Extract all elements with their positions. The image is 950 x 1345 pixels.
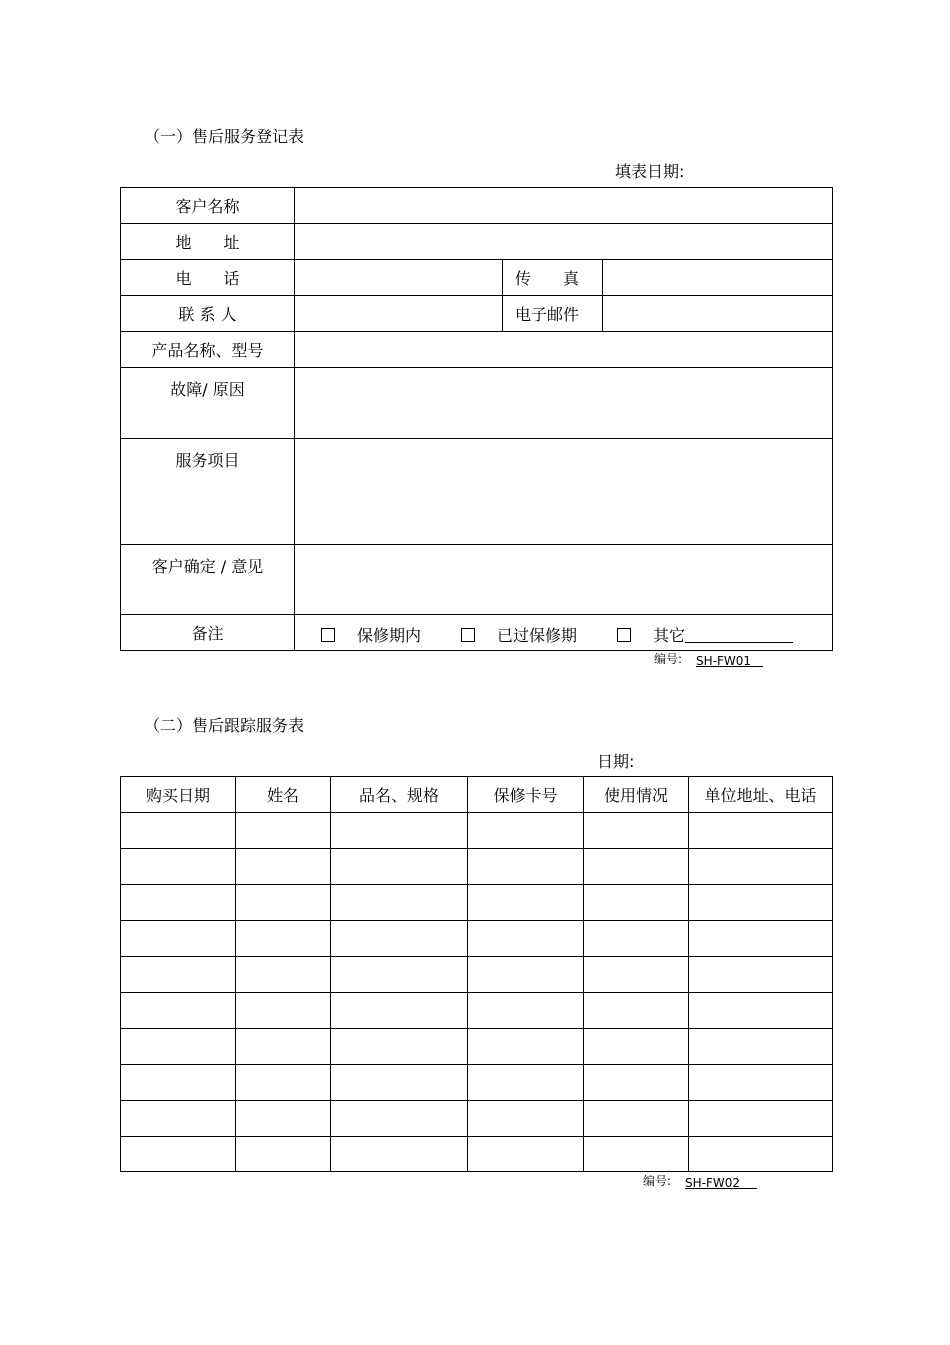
table-cell[interactable] [121, 921, 236, 957]
table-cell[interactable] [121, 1029, 236, 1065]
table-header-row [121, 777, 833, 813]
table-cell[interactable] [331, 957, 468, 993]
email-field[interactable] [603, 296, 833, 332]
header-address-phone: 单位地址、电话 [689, 777, 833, 813]
other-option[interactable] [617, 623, 793, 646]
table-cell[interactable] [584, 1101, 689, 1137]
table-cell[interactable] [331, 885, 468, 921]
table-cell[interactable] [689, 1065, 833, 1101]
out-warranty-option[interactable] [461, 623, 577, 646]
table-cell[interactable] [584, 993, 689, 1029]
table-cell[interactable] [121, 1101, 236, 1137]
form1-title: （一）售后服务登记表 [144, 127, 305, 146]
table-cell[interactable] [584, 849, 689, 885]
contact-field[interactable] [295, 296, 503, 332]
table-cell[interactable] [584, 813, 689, 849]
table-cell[interactable] [121, 813, 236, 849]
table-cell[interactable] [236, 1137, 331, 1172]
table-cell[interactable] [236, 1065, 331, 1101]
table-cell[interactable] [121, 957, 236, 993]
table-cell[interactable] [584, 957, 689, 993]
table-cell[interactable] [584, 1029, 689, 1065]
contact-label: 联 系 人 [121, 296, 295, 332]
form2-doc-number-value: SH-FW02 [685, 1176, 757, 1189]
in-warranty-checkbox[interactable] [321, 628, 335, 642]
other-blank-line[interactable] [685, 628, 793, 643]
table-cell[interactable] [689, 1137, 833, 1172]
table-cell[interactable] [121, 849, 236, 885]
table-cell[interactable] [689, 813, 833, 849]
tracking-service-table [120, 776, 833, 1172]
address-field[interactable] [295, 224, 833, 260]
form1-date-label: 填表日期: [615, 162, 685, 181]
table-row [121, 921, 833, 957]
table-cell[interactable] [468, 921, 584, 957]
tracking-rows [121, 813, 833, 1172]
table-cell[interactable] [236, 813, 331, 849]
table-cell[interactable] [331, 813, 468, 849]
table-row [121, 993, 833, 1029]
header-usage: 使用情况 [584, 777, 689, 813]
table-row [121, 849, 833, 885]
table-row [121, 1101, 833, 1137]
table-cell[interactable] [584, 1137, 689, 1172]
form1-doc-number-label: 编号: [654, 652, 683, 666]
customer-confirm-label: 客户确定 / 意见 [121, 545, 295, 615]
other-checkbox[interactable] [617, 628, 631, 642]
table-cell[interactable] [689, 885, 833, 921]
address-label: 地 址 [121, 224, 295, 260]
service-items-field[interactable] [295, 439, 833, 545]
table-cell[interactable] [121, 885, 236, 921]
table-cell[interactable] [468, 1101, 584, 1137]
table-cell[interactable] [468, 1065, 584, 1101]
table-cell[interactable] [236, 993, 331, 1029]
form2-doc-number [643, 1174, 757, 1189]
table-cell[interactable] [468, 1137, 584, 1172]
table-cell[interactable] [236, 921, 331, 957]
table-cell[interactable] [331, 993, 468, 1029]
table-cell[interactable] [689, 993, 833, 1029]
customer-name-field[interactable] [295, 188, 833, 224]
in-warranty-label: 保修期内 [357, 626, 422, 645]
table-cell[interactable] [331, 1137, 468, 1172]
fault-field[interactable] [295, 368, 833, 439]
table-cell[interactable] [689, 921, 833, 957]
product-label: 产品名称、型号 [121, 332, 295, 368]
form2-title: （二）售后跟踪服务表 [144, 716, 305, 735]
header-name: 姓名 [236, 777, 331, 813]
table-cell[interactable] [468, 957, 584, 993]
table-cell[interactable] [689, 957, 833, 993]
table-cell[interactable] [121, 1137, 236, 1172]
table-row [121, 1029, 833, 1065]
customer-confirm-field[interactable] [295, 545, 833, 615]
table-cell[interactable] [468, 1029, 584, 1065]
fax-field[interactable] [603, 260, 833, 296]
phone-label: 电 话 [121, 260, 295, 296]
table-cell[interactable] [331, 849, 468, 885]
table-cell[interactable] [121, 1065, 236, 1101]
header-purchase-date: 购买日期 [121, 777, 236, 813]
service-items-label: 服务项目 [121, 439, 295, 545]
remark-label: 备注 [121, 615, 295, 651]
out-warranty-checkbox[interactable] [461, 628, 475, 642]
table-cell[interactable] [584, 921, 689, 957]
table-row [121, 957, 833, 993]
table-cell[interactable] [331, 1029, 468, 1065]
other-label: 其它 [653, 626, 686, 645]
table-cell[interactable] [689, 849, 833, 885]
table-cell[interactable] [689, 1101, 833, 1137]
table-row [121, 885, 833, 921]
table-cell[interactable] [331, 1101, 468, 1137]
form2-doc-number-label: 编号: [643, 1174, 672, 1188]
customer-name-label: 客户名称 [121, 188, 295, 224]
service-registration-table [120, 187, 833, 651]
table-cell[interactable] [468, 993, 584, 1029]
table-cell[interactable] [331, 1065, 468, 1101]
table-cell[interactable] [584, 885, 689, 921]
table-cell[interactable] [236, 957, 331, 993]
table-cell[interactable] [121, 993, 236, 1029]
table-row [121, 1137, 833, 1172]
table-row [121, 1065, 833, 1101]
fault-label: 故障/ 原因 [121, 368, 295, 439]
table-cell[interactable] [468, 885, 584, 921]
fax-label: 传 真 [503, 260, 603, 296]
table-row [121, 813, 833, 849]
header-warranty-card-no: 保修卡号 [468, 777, 584, 813]
out-warranty-label: 已过保修期 [497, 626, 578, 645]
email-label: 电子邮件 [503, 296, 603, 332]
table-cell[interactable] [331, 921, 468, 957]
table-cell[interactable] [689, 1029, 833, 1065]
form2-date-label: 日期: [597, 752, 635, 771]
form1-doc-number [654, 652, 763, 667]
remark-options [295, 615, 833, 651]
table-cell[interactable] [584, 1065, 689, 1101]
phone-field[interactable] [295, 260, 503, 296]
table-cell[interactable] [236, 1029, 331, 1065]
product-field[interactable] [295, 332, 833, 368]
form1-doc-number-value: SH-FW01 [696, 654, 763, 667]
table-cell[interactable] [236, 885, 331, 921]
in-warranty-option[interactable] [321, 623, 421, 646]
table-cell[interactable] [468, 813, 584, 849]
table-cell[interactable] [236, 849, 331, 885]
table-cell[interactable] [468, 849, 584, 885]
table-cell[interactable] [236, 1101, 331, 1137]
header-product-spec: 品名、规格 [331, 777, 468, 813]
